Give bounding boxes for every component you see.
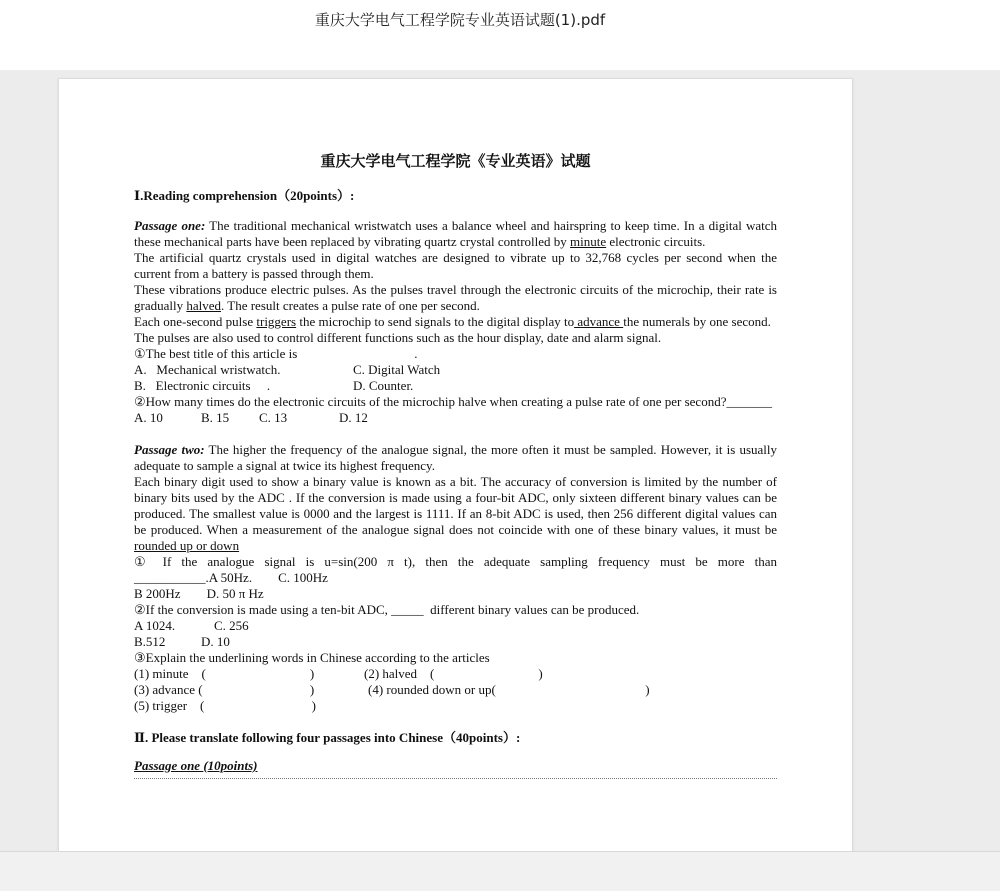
question-1-1: ①The best title of this article is . — [134, 346, 418, 361]
passage-two-lead: Passage two: — [134, 442, 205, 457]
question-1-1-options-ac: A. Mechanical wristwatch. C. Digital Watch — [134, 362, 441, 377]
translation-passage-one-title: Passage one (10points) — [134, 758, 258, 773]
page-content — [134, 153, 777, 780]
exam-title: 重庆大学电气工程学院《专业英语》试题 — [320, 152, 591, 170]
question-2-2: ②If the conversion is made using a ten-bit ADC, _____ different binary values can be produced. — [134, 602, 640, 617]
passage-two-paragraph-1: Passage two: The higher the frequency of the analogue signal, the more often it must be sampled. However, it is usually adequate to sample a signal at twice its highest frequency. — [134, 442, 777, 473]
question-1-2: ②How many times do the electronic circuits of the microchip halve when creating a pulse rate of one per second?_______ — [134, 394, 772, 409]
question-1-1-options-bd: B. Electronic circuits . D. Counter. — [134, 378, 414, 393]
underlined-triggers: triggers — [256, 314, 297, 329]
cut-off-text-line — [134, 774, 777, 780]
underlined-rounded: rounded up or down — [134, 538, 240, 553]
question-2-2-options-ac: A 1024. C. 256 — [134, 618, 249, 633]
document-title: 重庆大学电气工程学院专业英语试题(1).pdf — [314, 11, 606, 29]
viewer-toolbar — [0, 0, 1000, 70]
passage-one-paragraph-4: Each one-second pulse triggers the microchip to send signals to the digital display to advance the numerals by one second. — [134, 314, 771, 329]
section-translation-heading: Ⅱ. Please translate following four passages into Chinese（40points）: — [134, 730, 521, 745]
question-2-3: ③Explain the underlining words in Chinese according to the articles — [134, 650, 490, 665]
explain-row-2: (3) advance ( ) (4) rounded down or up( ) — [134, 682, 650, 697]
passage-one-paragraph-3: These vibrations produce electric pulses. As the pulses travel through the electronic circuits of the microchip, their rate is gradually halved. The result creates a pulse rate of one per second. — [134, 282, 777, 313]
passage-two-paragraph-2: Each binary digit used to show a binary value is known as a bit. The accuracy of conversion is limited by the number of binary bits used by the ADC . If the conversion is made using a four-bit ADC, only sixteen different binary values can be produced. The smallest value is 0000 and the largest is 1111. If an 8-bit ADC is used, then 256 different digital values can be produced. When a measurement of the analogue signal does not coincide with one of these binary values, it must be rounded up or down — [134, 474, 777, 553]
question-2-1: ① If the analogue signal is u=sin(200 π t), then the adequate sampling frequency must be more than ___________.A 50Hz. C. 100Hz — [134, 554, 777, 585]
underlined-minute: minute — [570, 234, 607, 249]
explain-row-1: (1) minute ( ) (2) halved ( ) — [134, 666, 543, 681]
section-reading-heading: Ⅰ.Reading comprehension（20points）: — [134, 188, 355, 203]
pdf-page — [58, 78, 853, 870]
question-2-1-options: B 200Hz D. 50 π Hz — [134, 586, 264, 601]
passage-one-lead: Passage one: — [134, 218, 206, 233]
underlined-advance: advance — [574, 314, 624, 329]
question-2-2-options-bd: B.512 D. 10 — [134, 634, 230, 649]
underlined-halved: halved — [186, 298, 221, 313]
passage-one-paragraph-1: Passage one: The traditional mechanical wristwatch uses a balance wheel and hairspring to keep time. In a digital watch these mechanical parts have been replaced by vibrating quartz crystal controlled by minute electronic circuits. — [134, 218, 777, 249]
passage-one-paragraph-2: The artificial quartz crystals used in digital watches are designed to vibrate up to 32,768 cycles per second when the current from a battery is passed through them. — [134, 250, 777, 281]
explain-row-3: (5) trigger ( ) — [134, 698, 316, 713]
question-1-2-options: A. 10 B. 15 C. 13 D. 12 — [134, 410, 368, 425]
passage-one-paragraph-5: The pulses are also used to control different functions such as the hour display, date and alarm signal. — [134, 330, 662, 345]
viewer-bottom-bar — [0, 851, 1000, 891]
